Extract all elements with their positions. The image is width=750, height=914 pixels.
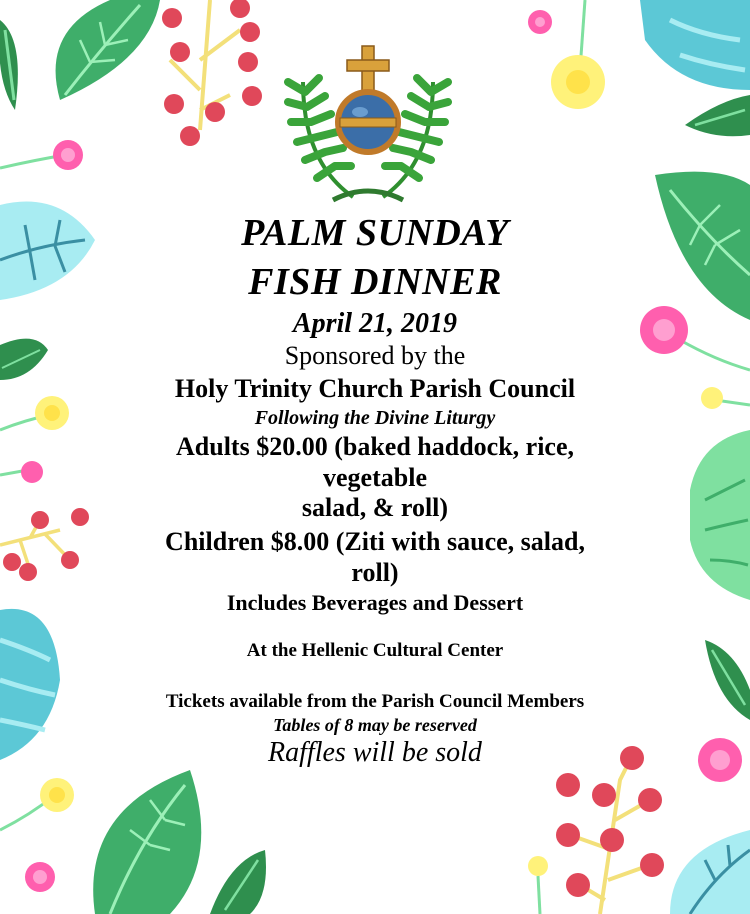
right-small-yellow-flower (701, 387, 750, 409)
adult-price-line-2: vegetable (323, 462, 427, 492)
child-price-line-2: roll) (351, 557, 399, 587)
title-line-1: PALM SUNDAY (241, 212, 509, 254)
top-left-sprig (0, 20, 18, 110)
right-large-leaf (655, 172, 750, 320)
child-price (95, 527, 655, 588)
right-green-sprig (685, 95, 750, 136)
right-pink-flower (640, 306, 750, 370)
venue: At the Hellenic Cultural Center (246, 640, 504, 662)
top-right-yellow-flower (551, 0, 605, 109)
adult-price (95, 432, 655, 524)
bottom-left-pink-flower (25, 862, 55, 892)
bottom-right-teal-leaf (670, 830, 750, 914)
left-berry-branch (0, 508, 89, 581)
left-small-pink-flower (0, 461, 43, 483)
left-yellow-flower (0, 396, 69, 430)
event-date: April 21, 2019 (292, 308, 458, 340)
bottom-large-leaf (93, 770, 201, 914)
tables-note: Tables of 8 may be reserved (273, 714, 477, 735)
bottom-right-yellow-flower (528, 856, 548, 914)
title-line-2: FISH DINNER (248, 260, 502, 303)
bottom-left-yellow-flower (0, 778, 74, 830)
sponsor-name: Holy Trinity Church Parish Council (174, 373, 576, 403)
top-left-leaf (56, 0, 160, 100)
top-berry-branch (162, 0, 262, 146)
top-right-teal-pine (640, 0, 750, 90)
tickets-info: Tickets available from the Parish Council Members (165, 691, 585, 713)
left-green-leaf (0, 339, 48, 380)
left-pink-flower (0, 140, 83, 170)
left-teal-leaf (0, 202, 95, 300)
right-pink-flower-2 (698, 738, 742, 782)
raffles-note: Raffles will be sold (268, 736, 482, 768)
sponsored-by: Sponsored by the (284, 341, 466, 371)
cross-globe-palm-icon (283, 42, 453, 210)
liturgy-note: Following the Divine Liturgy (254, 406, 496, 429)
right-green-sprig-2 (705, 640, 750, 720)
right-succulent (690, 430, 750, 600)
bottom-green-sprig (210, 850, 266, 914)
child-price-line-1: Children $8.00 (Ziti with sauce, salad, (165, 527, 585, 557)
adult-price-line-3: salad, & roll) (301, 493, 449, 523)
bottom-right-berry-branch (556, 746, 664, 914)
adult-price-line-1: Adults $20.00 (baked haddock, rice, (176, 432, 574, 462)
bottom-left-teal-pine (0, 609, 60, 760)
includes-note: Includes Beverages and Dessert (226, 590, 524, 616)
event-flyer-text (95, 212, 655, 768)
globe-icon (338, 92, 398, 152)
top-right-pink-flower (528, 10, 552, 34)
